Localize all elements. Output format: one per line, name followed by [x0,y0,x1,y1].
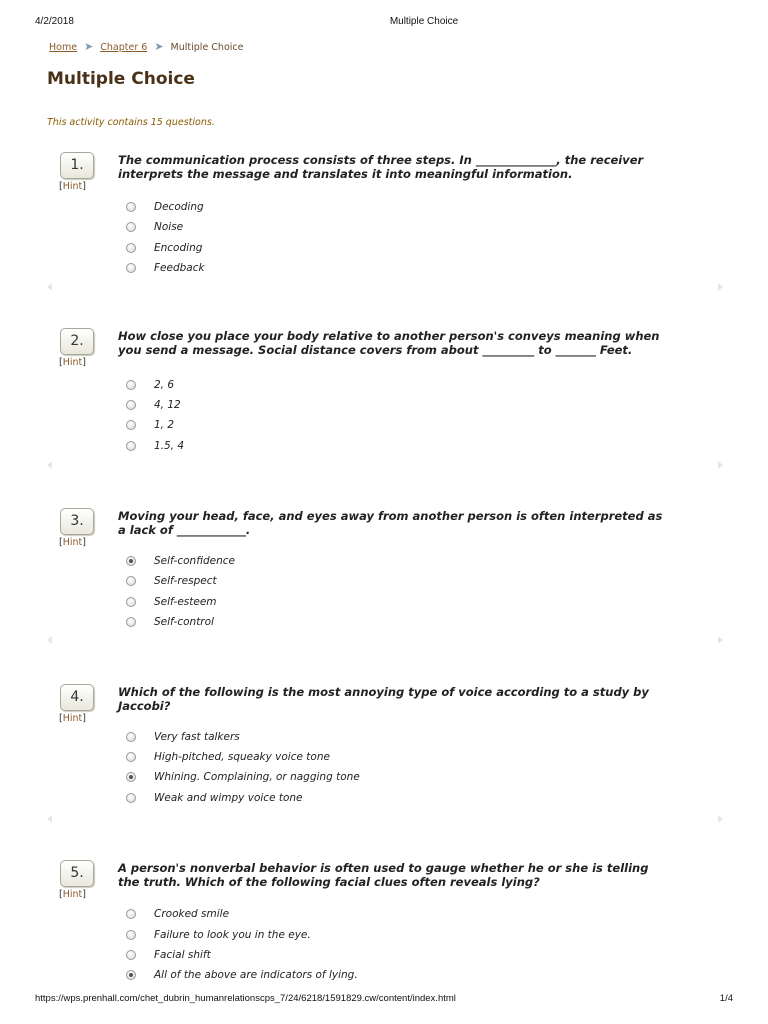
separator-arrow-icon [718,815,723,823]
radio-button[interactable] [126,400,136,410]
hint-link[interactable]: [Hint] [59,713,86,724]
option-label[interactable]: Very fast talkers [154,731,240,743]
separator-arrow-icon [47,636,52,644]
page-title: Multiple Choice [47,69,195,89]
question-text: The communication process consists of three steps. In ______________, the receiver interprets the message and translates it into meaningful information. [118,153,644,181]
radio-button-selected[interactable] [126,556,136,566]
hint-link[interactable]: [Hint] [59,357,86,368]
radio-button[interactable] [126,930,136,940]
option-label[interactable]: Whining. Complaining, or nagging tone [154,771,360,783]
option-label[interactable]: Crooked smile [154,908,230,920]
radio-button-selected[interactable] [126,772,136,782]
breadcrumb [49,40,243,53]
breadcrumb-arrow-icon: ➤ [154,40,164,53]
radio-button[interactable] [126,576,136,586]
option-label[interactable]: Decoding [154,201,204,213]
question-number-badge: 2. [60,328,94,355]
radio-button[interactable] [126,243,136,253]
option-label[interactable]: Failure to look you in the eye. [154,929,311,941]
option-label[interactable]: Self-respect [154,575,217,587]
print-title: Multiple Choice [389,16,459,27]
option-label[interactable]: 1.5, 4 [154,440,185,452]
separator-arrow-icon [718,636,723,644]
question-text: How close you place your body relative to another person's conveys meaning when you send a message. Social distance covers from about _________ to _______ Feet. [118,329,660,357]
question-text: Which of the following is the most annoying type of voice according to a study by Jaccobi? [118,685,649,713]
hint-label[interactable]: Hint [62,889,83,900]
radio-button[interactable] [126,263,136,273]
separator-arrow-icon [718,283,723,291]
hint-label[interactable]: Hint [62,181,83,192]
question-text: Moving your head, face, and eyes away from another person is often interpreted as a lack of ____________. [118,509,663,537]
hint-label[interactable]: Hint [62,713,83,724]
option-label[interactable]: 1, 2 [154,419,175,431]
radio-button-selected[interactable] [126,970,136,980]
print-footer [0,993,768,1007]
breadcrumb-current: Multiple Choice [170,42,244,53]
hint-link[interactable]: [Hint] [59,537,86,548]
radio-button[interactable] [126,909,136,919]
option-label[interactable]: Self-control [154,616,214,628]
print-header [0,16,768,30]
radio-button[interactable] [126,950,136,960]
question-number-badge: 5. [60,860,94,887]
option-label[interactable]: Self-esteem [154,596,217,608]
radio-button[interactable] [126,202,136,212]
radio-button[interactable] [126,420,136,430]
option-label[interactable]: Self-confidence [154,555,235,567]
print-date: 4/2/2018 [35,16,74,27]
breadcrumb-home-link[interactable]: Home [49,42,78,53]
radio-button[interactable] [126,617,136,627]
radio-button[interactable] [126,793,136,803]
radio-button[interactable] [126,380,136,390]
print-page-number: 1/4 [719,993,733,1004]
hint-link[interactable]: [Hint] [59,889,86,900]
option-label[interactable]: Weak and wimpy voice tone [154,792,303,804]
question-number-badge: 1. [60,152,94,179]
radio-button[interactable] [126,732,136,742]
question-number-badge: 4. [60,684,94,711]
radio-button[interactable] [126,441,136,451]
separator-arrow-icon [47,815,52,823]
option-label[interactable]: 4, 12 [154,399,181,411]
question-text: A person's nonverbal behavior is often used to gauge whether he or she is telling the truth. Which of the following facial clues often reveals lying? [118,861,649,889]
separator-arrow-icon [718,461,723,469]
hint-label[interactable]: Hint [62,537,83,548]
separator-arrow-icon [47,283,52,291]
separator-arrow-icon [47,461,52,469]
breadcrumb-arrow-icon: ➤ [84,40,94,53]
option-label[interactable]: All of the above are indicators of lying. [154,969,358,981]
activity-note: This activity contains 15 questions. [47,117,215,128]
option-label[interactable]: Noise [154,221,184,233]
radio-button[interactable] [126,597,136,607]
hint-label[interactable]: Hint [62,357,83,368]
breadcrumb-chapter-link[interactable]: Chapter 6 [100,42,148,53]
radio-button[interactable] [126,222,136,232]
option-label[interactable]: Encoding [154,242,203,254]
radio-button[interactable] [126,752,136,762]
option-label[interactable]: Feedback [154,262,205,274]
option-label[interactable]: Facial shift [154,949,211,961]
option-label[interactable]: 2, 6 [154,379,175,391]
hint-link[interactable]: [Hint] [59,181,86,192]
option-label[interactable]: High-pitched, squeaky voice tone [154,751,330,763]
question-number-badge: 3. [60,508,94,535]
print-url: https://wps.prenhall.com/chet_dubrin_humanrelationscps_7/24/6218/1591829.cw/content/index.html [35,993,456,1004]
